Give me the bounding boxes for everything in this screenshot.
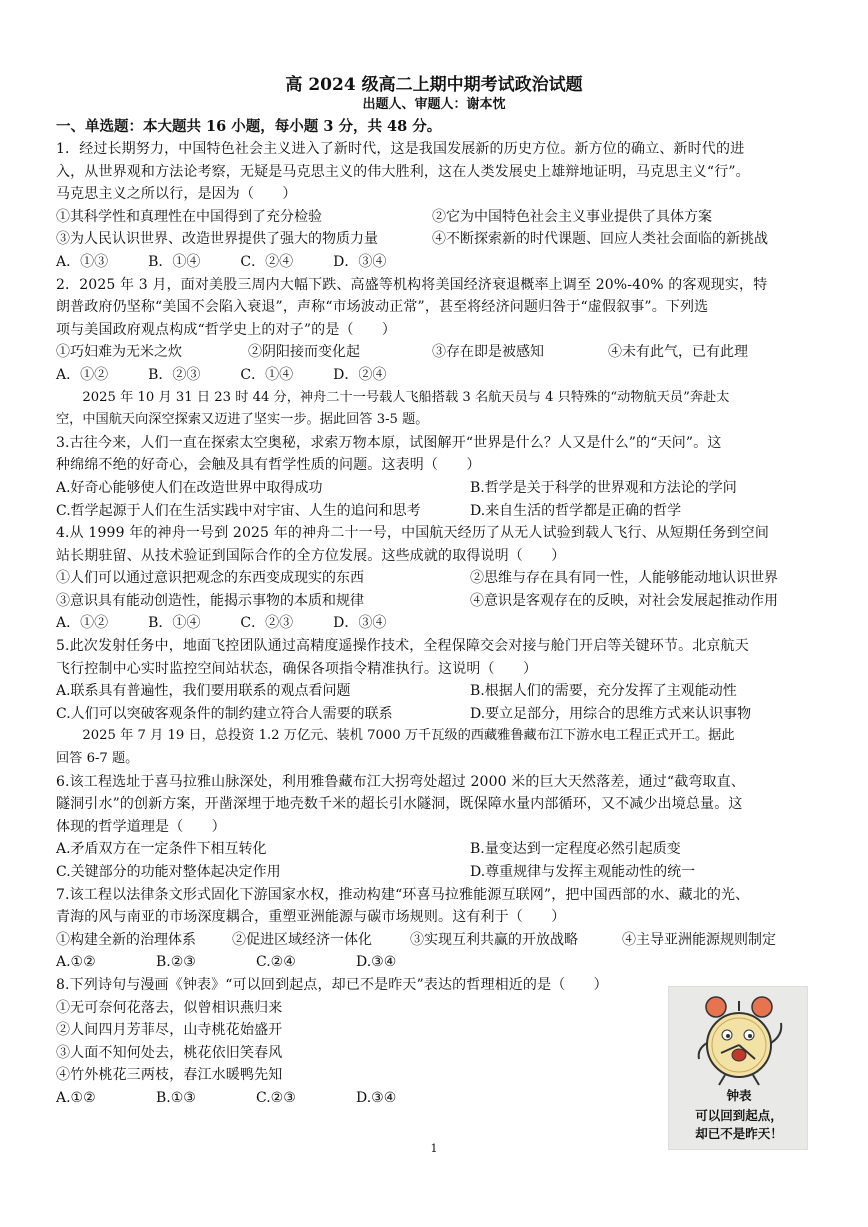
question-stem-line: 朗普政府仍坚称“美国不会陷入衰退”，声称“市场波动正常”，甚至将经济问题归咎于“虚假叙事”。下列选 (56, 299, 709, 316)
choice-d: D．②④ (333, 366, 387, 383)
question-stem-line: 飞行控制中心实时监控空间站状态，确保各项指令精准执行。这说明（ ） (56, 660, 538, 677)
choice-c: C．①④ (240, 366, 294, 383)
question-stem-line: 体现的哲学道理是（ ） (56, 818, 226, 835)
option-a: A.矛盾双方在一定条件下相互转化 (56, 841, 267, 858)
question-stem-line: 7.该工程以法律条文形式固化下游国家水权，推动构建“环喜马拉雅能源互联网”，把中国西部的水、藏北的光、 (56, 886, 750, 903)
intro-line: 空，中国航天向深空探索又迈进了坚实一步。据此回答 3-5 题。 (56, 412, 429, 428)
statement-3: ③人面不知何处去，桃花依旧笑春风 (56, 1044, 283, 1061)
option-a: A.联系具有普遍性，我们要用联系的观点看问题 (56, 683, 351, 700)
question-6 (56, 771, 868, 884)
statement-4: ④不断探索新的时代课题、回应人类社会面临的新挑战 (432, 231, 768, 248)
material-intro-3-5 (56, 387, 868, 432)
statement-1: ①巧妇难为无米之炊 (56, 344, 182, 361)
choice-a: A.①② (56, 1089, 96, 1106)
option-d: D.尊重规律与发挥主观能动性的统一 (470, 864, 696, 880)
question-stem-line: 隧洞引水”的创新方案，开凿深埋于地壳数千米的超长引水隧洞，既保障水量内部循环，又不减少出境总量。这 (56, 796, 743, 813)
choice-a: A．①② (56, 615, 109, 632)
choice-b: B．①④ (148, 615, 201, 632)
statement-2: ②促进区域经济一体化 (232, 931, 372, 948)
question-stem-line: 5.此次发射任务中，地面飞控团队通过高精度遥操作技术，全程保障交会对接与舱门开启等关键环节。北京航天 (56, 638, 749, 655)
statement-2: ②阴阳接而变化起 (248, 344, 360, 361)
option-d: D.来自生活的哲学都是正确的哲学 (470, 502, 682, 519)
choice-b: B．②③ (148, 366, 201, 383)
option-b: B.根据人们的需要，充分发挥了主观能动性 (470, 683, 737, 700)
question-5 (56, 635, 868, 725)
choice-c: C.②③ (256, 1089, 296, 1106)
question-7 (56, 884, 868, 974)
statement-4: ④意识是客观存在的反映，对社会发展起推动作用 (470, 592, 778, 609)
option-a: A.好奇心能够使人们在改造世界中取得成功 (56, 479, 323, 496)
material-intro-6-7 (56, 725, 868, 770)
choice-b: B．①④ (148, 253, 201, 270)
question-stem-line: 3.古往今来，人们一直在探索太空奥秘，求索万物本原，试图解开“世界是什么？人又是什么”的“天问”。这 (56, 434, 722, 451)
intro-line: 2025 年 7 月 19 日，总投资 1.2 万亿元、装机 7000 万千瓦级的西藏雅鲁藏布江下游水电工程正式开工。据此 (82, 728, 735, 744)
choice-d: D．③④ (333, 253, 387, 270)
statement-4: ④主导亚洲能源规则制定 (622, 931, 776, 948)
page-number: 1 (430, 1142, 438, 1155)
statement-1: ①构建全新的治理体系 (56, 931, 196, 948)
choice-c: C.②④ (256, 954, 296, 971)
statement-3: ③实现互利共赢的开放战略 (410, 931, 578, 948)
statement-1: ①人们可以通过意识把观念的东西变成现实的东西 (56, 570, 364, 587)
question-stem-line: 4.从 1999 年的神舟一号到 2025 年的神舟二十一号，中国航天经历了从无人试验到载人飞行、从短期任务到空间 (56, 525, 769, 542)
question-stem-line: 6.该工程选址于喜马拉雅山脉深处，利用雅鲁藏布江大拐弯处超过 2000 米的巨大天然落差，通过“截弯取直、 (56, 773, 745, 790)
section-heading: 一、单选题：本大题共 16 小题，每小题 3 分，共 48 分。 (56, 118, 442, 135)
clock-cartoon (668, 986, 808, 1150)
statement-2: ②人间四月芳菲尽，山寺桃花始盛开 (56, 1022, 283, 1039)
option-c: C.哲学起源于人们在生活实践中对宇宙、人生的追问和思考 (56, 502, 421, 519)
statement-1: ①无可奈何花落去，似曾相识燕归来 (56, 999, 283, 1016)
question-stem-line: 站长期驻留、从技术验证到国际合作的全方位发展。这些成就的取得说明（ ） (56, 547, 566, 564)
choice-a: A．①② (56, 366, 109, 383)
cartoon-title: 钟表 (726, 1088, 752, 1103)
choice-a: A.①② (56, 954, 96, 971)
statement-3: ③存在即是被感知 (432, 344, 544, 361)
statement-3: ③意识具有能动创造性，能揭示事物的本质和规律 (56, 592, 364, 609)
intro-line: 2025 年 10 月 31 日 23 时 44 分，神舟二十一号载人飞船搭载 3 名航天员与 4 只特殊的“动物航天员”奔赴太 (82, 389, 730, 405)
option-d: D.要立足部分，用综合的思维方式来认识事物 (470, 705, 752, 722)
question-3 (56, 432, 868, 522)
choice-c: C．②③ (240, 615, 294, 632)
question-stem-line: 青海的风与南亚的市场深度耦合，重塑亚洲能源与碳市场规则。这有利于（ ） (56, 909, 566, 926)
option-b: B.量变达到一定程度必然引起质变 (470, 841, 681, 858)
choice-d: D.③④ (356, 1089, 397, 1106)
choice-b: B.①③ (156, 1089, 196, 1106)
statement-2: ②思维与存在具有同一性，人能够能动地认识世界 (470, 570, 778, 587)
clock-illustration (669, 987, 809, 1087)
statement-4: ④未有此气，已有此理 (608, 344, 748, 361)
question-1 (56, 138, 868, 274)
question-stem-line: 1．经过长期努力，中国特色社会主义进入了新时代，这是我国发展新的历史方位。新方位的确立、新时代的进 (56, 141, 745, 157)
question-stem-line: 马克思主义之所以行，是因为（ ） (56, 186, 297, 203)
question-stem-line: 2．2025 年 3 月，面对美股三周内大幅下跌、高盛等机构将美国经济衰退概率上调至 20%-40% 的客观现实，特 (56, 276, 768, 293)
exam-title: 高 2024 级高二上期中期考试政治试题 (285, 75, 583, 95)
choice-a: A．①③ (56, 253, 109, 270)
choice-c: C．②④ (240, 253, 294, 270)
question-stem-line: 项与美国政府观点构成“哲学史上的对子”的是（ ） (56, 321, 397, 338)
exam-author: 出题人、审题人：谢本忱 (362, 97, 506, 112)
question-2 (56, 274, 868, 387)
choice-d: D.③④ (356, 954, 397, 971)
cartoon-caption-line: 可以回到起点， (695, 1108, 783, 1123)
choice-d: D．③④ (333, 615, 387, 632)
statement-1: ①其科学性和真理性在中国得到了充分检验 (56, 208, 322, 225)
statement-3: ③为人民认识世界、改造世界提供了强大的物质力量 (56, 231, 378, 248)
question-stem-line: 种绵绵不绝的好奇心，会触及具有哲学性质的问题。这表明（ ） (56, 457, 481, 474)
choice-b: B.②③ (156, 954, 196, 971)
cartoon-caption-line: 却已不是昨天！ (695, 1126, 783, 1141)
option-b: B.哲学是关于科学的世界观和方法论的学问 (470, 479, 737, 496)
option-c: C.人们可以突破客观条件的制约建立符合人需要的联系 (56, 705, 393, 722)
question-stem-line: 8.下列诗句与漫画《钟表》“可以回到起点，却已不是昨天”表达的哲理相近的是（ ） (56, 976, 608, 993)
statement-4: ④竹外桃花三两枝，春江水暖鸭先知 (56, 1067, 283, 1084)
intro-line: 回答 6-7 题。 (56, 751, 139, 767)
statement-2: ②它为中国特色社会主义事业提供了具体方案 (432, 208, 712, 225)
option-c: C.关键部分的功能对整体起决定作用 (56, 864, 281, 880)
question-4 (56, 522, 868, 635)
question-stem-line: 入，从世界观和方法论考察，无疑是马克思主义的伟大胜利，这在人类发展史上雄辩地证明，马克思主义“行”。 (56, 163, 750, 180)
